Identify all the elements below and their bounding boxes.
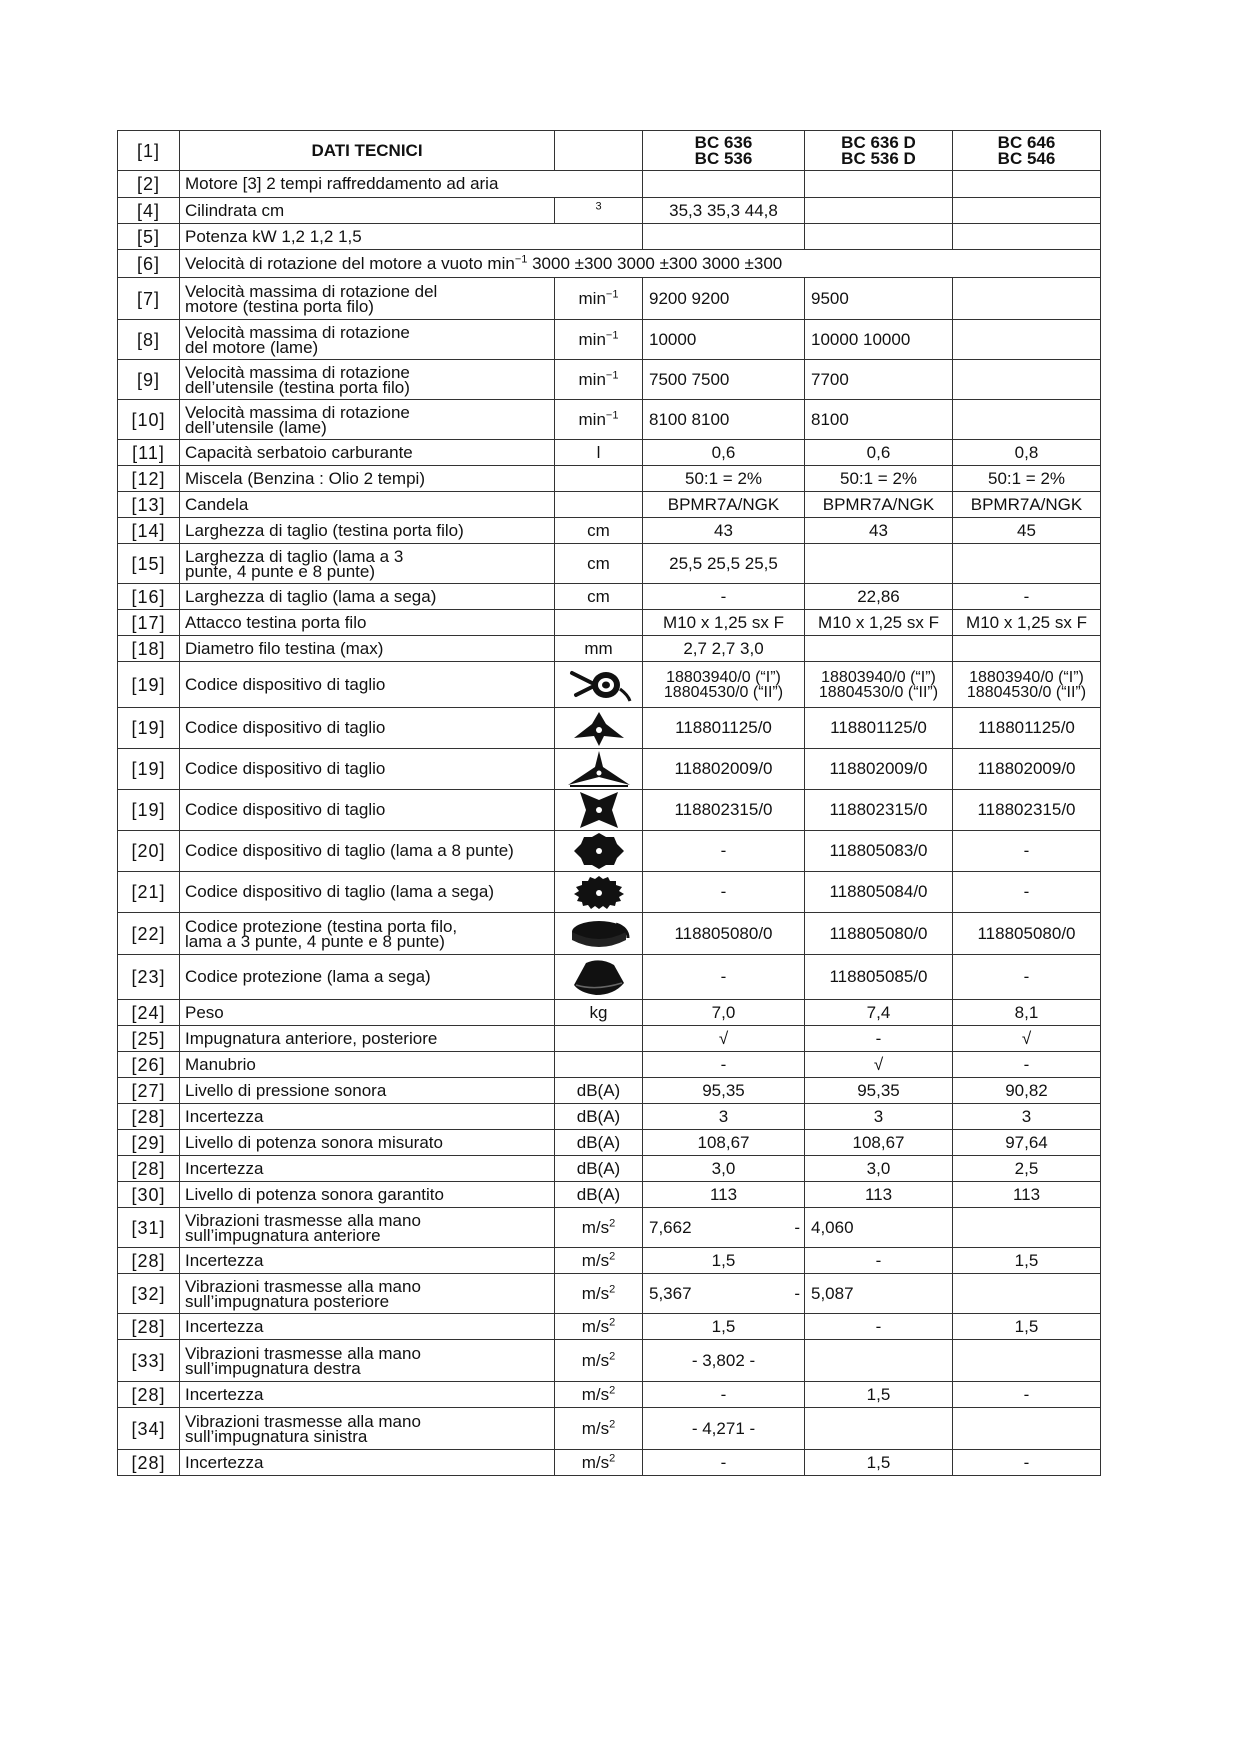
value-cell: 95,35	[643, 1078, 805, 1104]
unit-cell: $m/s^2$	[555, 1248, 643, 1274]
row-description: Codice dispositivo di taglio (lama a sega)	[180, 872, 555, 913]
row-index: [24]	[118, 1000, 180, 1026]
model-col-3: BC 646 BC 546	[953, 131, 1101, 171]
row-index: [29]	[118, 1130, 180, 1156]
value-cell: 1,5	[953, 1314, 1101, 1340]
value-cell: - 3,802 -	[643, 1340, 805, 1382]
value-cell: 118805080/0	[643, 913, 805, 955]
table-row	[118, 171, 1101, 198]
row-index: [27]	[118, 1078, 180, 1104]
value-cell: 108,67	[643, 1130, 805, 1156]
technical-data-table	[117, 130, 1101, 1476]
value-cell: 43	[643, 518, 805, 544]
value-cell	[805, 224, 953, 250]
value-cell: -	[643, 584, 805, 610]
value-cell: 8100	[805, 400, 953, 440]
row-description: Incertezza	[180, 1382, 555, 1408]
value-cell: -	[805, 1248, 953, 1274]
row-index: [28]	[118, 1156, 180, 1182]
three-tooth-blade-icon	[555, 708, 642, 748]
row-index: [28]	[118, 1382, 180, 1408]
unit-cell	[555, 872, 643, 913]
unit-cell: dB(A)	[555, 1130, 643, 1156]
row-index: [7]	[118, 278, 180, 320]
table-row	[118, 400, 1101, 440]
unit-cell: $m/s^2$	[555, 1274, 643, 1314]
row-index: [20]	[118, 831, 180, 872]
table-row	[118, 584, 1101, 610]
value-cell: -	[643, 1382, 805, 1408]
row-index: [1]	[118, 131, 180, 171]
value-cell: 10000	[643, 320, 805, 360]
value-cell	[953, 1340, 1101, 1382]
table-row	[118, 913, 1101, 955]
value-cell: 2,5	[953, 1156, 1101, 1182]
value-cell: 50:1 = 2%	[805, 466, 953, 492]
value-cell: 9500	[805, 278, 953, 320]
value-cell: -	[643, 831, 805, 872]
table-row	[118, 1026, 1101, 1052]
value-cell: 118805080/0	[953, 913, 1101, 955]
row-description: Codice dispositivo di taglio (lama a 8 punte)	[180, 831, 555, 872]
value-cell: 50:1 = 2%	[953, 466, 1101, 492]
value-cell: -	[953, 1382, 1101, 1408]
unit-cell: $m/s^2$	[555, 1208, 643, 1248]
row-index: [9]	[118, 360, 180, 400]
value-cell: 0,6	[805, 440, 953, 466]
unit-cell: l	[555, 440, 643, 466]
value-cell: 113	[805, 1182, 953, 1208]
value-cell: 5,087	[805, 1274, 953, 1314]
value-cell: -	[805, 1026, 953, 1052]
table-row	[118, 224, 1101, 250]
row-index: [5]	[118, 224, 180, 250]
unit-cell	[555, 1026, 643, 1052]
value-cell: 118802315/0	[805, 790, 953, 831]
row-index: [28]	[118, 1104, 180, 1130]
value-cell	[805, 1408, 953, 1450]
value-cell: 118801125/0	[805, 708, 953, 749]
table-row	[118, 320, 1101, 360]
row-description: Velocità massima di rotazione del motore (testina porta filo)	[180, 278, 555, 320]
row-description: Attacco testina porta filo	[180, 610, 555, 636]
row-index: [26]	[118, 1052, 180, 1078]
value-cell: 3	[805, 1104, 953, 1130]
unit-cell: $\min^{-1}$	[555, 400, 643, 440]
row-index: [19]	[118, 662, 180, 708]
table-row	[118, 1340, 1101, 1382]
unit-cell: dB(A)	[555, 1104, 643, 1130]
value-cell	[953, 1208, 1101, 1248]
table-row	[118, 749, 1101, 790]
value-cell: 25,5 25,5 25,5	[643, 544, 805, 584]
value-cell	[953, 400, 1101, 440]
row-index: [33]	[118, 1340, 180, 1382]
value-cell: 118802315/0	[643, 790, 805, 831]
row-index: [13]	[118, 492, 180, 518]
value-cell	[805, 544, 953, 584]
row-index: [18]	[118, 636, 180, 662]
value-cell	[953, 278, 1101, 320]
value-cell: 118802009/0	[643, 749, 805, 790]
table-row	[118, 1156, 1101, 1182]
row-description: Codice protezione (lama a sega)	[180, 955, 555, 1000]
row-index: [32]	[118, 1274, 180, 1314]
unit-cell: cm	[555, 544, 643, 584]
row-description: Incertezza	[180, 1104, 555, 1130]
table-row	[118, 610, 1101, 636]
table-row	[118, 466, 1101, 492]
guard-icon	[555, 914, 642, 954]
unit-cell	[555, 831, 643, 872]
value-cell: 0,8	[953, 440, 1101, 466]
unit-cell: $\min^{-1}$	[555, 278, 643, 320]
row-description: Vibrazioni trasmesse alla mano sull’impugnatura sinistra	[180, 1408, 555, 1450]
value-cell: 8,1	[953, 1000, 1101, 1026]
row-description: Vibrazioni trasmesse alla mano sull’impugnatura anteriore	[180, 1208, 555, 1248]
value-cell: 7,4	[805, 1000, 953, 1026]
row-index: [25]	[118, 1026, 180, 1052]
value-cell: 3,0	[805, 1156, 953, 1182]
row-index: [21]	[118, 872, 180, 913]
table-row	[118, 1078, 1101, 1104]
row-index: [8]	[118, 320, 180, 360]
value-cell: √	[643, 1026, 805, 1052]
row-index: [2]	[118, 171, 180, 198]
table-row	[118, 636, 1101, 662]
value-cell	[805, 1340, 953, 1382]
row-index: [19]	[118, 708, 180, 749]
row-index: [11]	[118, 440, 180, 466]
table-row	[118, 955, 1101, 1000]
line-head-icon	[555, 665, 642, 705]
value-cell: 118805083/0	[805, 831, 953, 872]
value-cell: 118805080/0	[805, 913, 953, 955]
value-cell: 1,5	[643, 1314, 805, 1340]
value-cell: 118802315/0	[953, 790, 1101, 831]
row-description: Codice protezione (testina porta filo, lama a 3 punte, 4 punte e 8 punte)	[180, 913, 555, 955]
row-description: Livello di potenza sonora misurato	[180, 1130, 555, 1156]
row-description: Incertezza	[180, 1450, 555, 1476]
value-cell: 45	[953, 518, 1101, 544]
table-row	[118, 1408, 1101, 1450]
unit-cell: $\min^{-1}$	[555, 360, 643, 400]
value-cell: 113	[643, 1182, 805, 1208]
value-cell	[953, 544, 1101, 584]
value-cell: 1,5	[643, 1248, 805, 1274]
unit-cell	[555, 749, 643, 790]
value-cell	[805, 198, 953, 224]
row-index: [23]	[118, 955, 180, 1000]
table-row	[118, 250, 1101, 278]
value-cell: 95,35	[805, 1078, 953, 1104]
table-row	[118, 1052, 1101, 1078]
value-cell: -	[643, 1052, 805, 1078]
eight-point-blade-icon	[555, 831, 642, 871]
table-row	[118, 1000, 1101, 1026]
value-cell	[953, 320, 1101, 360]
unit-cell	[555, 790, 643, 831]
four-point-blade-icon	[555, 790, 642, 830]
value-cell: -	[805, 1314, 953, 1340]
value-cell: 3,0	[643, 1156, 805, 1182]
row-description: Velocità massima di rotazione dell’utensile (testina porta filo)	[180, 360, 555, 400]
value-cell: -	[953, 1450, 1101, 1476]
table-row	[118, 1208, 1101, 1248]
row-description: Vibrazioni trasmesse alla mano sull’impugnatura posteriore	[180, 1274, 555, 1314]
table-row	[118, 440, 1101, 466]
row-index: [30]	[118, 1182, 180, 1208]
row-description: Motore [3] 2 tempi raffreddamento ad aria	[180, 171, 643, 198]
value-cell	[953, 224, 1101, 250]
value-cell	[953, 360, 1101, 400]
table-row	[118, 1182, 1101, 1208]
table-row	[118, 198, 1101, 224]
value-cell: BPMR7A/NGK	[805, 492, 953, 518]
row-description: Capacità serbatoio carburante	[180, 440, 555, 466]
value-cell: M10 x 1,25 sx F	[805, 610, 953, 636]
value-cell: -	[643, 1450, 805, 1476]
row-index: [15]	[118, 544, 180, 584]
unit-cell: dB(A)	[555, 1078, 643, 1104]
unit-cell	[555, 955, 643, 1000]
unit-cell	[555, 466, 643, 492]
value-cell: 18803940/0 (“I”) 18804530/0 (“II”)	[643, 662, 805, 708]
value-cell: BPMR7A/NGK	[643, 492, 805, 518]
row-description: Codice dispositivo di taglio	[180, 749, 555, 790]
unit-cell	[555, 662, 643, 708]
value-cell	[953, 1408, 1101, 1450]
table-row	[118, 708, 1101, 749]
value-cell: 9200 9200	[643, 278, 805, 320]
row-description: Velocità di rotazione del motore a vuoto $\min^{-1} 3000 \pm 300$ 3000 ±300 3000 ±300	[180, 250, 1101, 278]
value-cell: 118801125/0	[643, 708, 805, 749]
value-cell: 108,67	[805, 1130, 953, 1156]
value-cell: -	[643, 955, 805, 1000]
value-cell	[953, 1274, 1101, 1314]
value-cell	[805, 171, 953, 198]
value-cell: -	[953, 1052, 1101, 1078]
row-description: Velocità massima di rotazione del motore (lame)	[180, 320, 555, 360]
value-cell: 3	[953, 1104, 1101, 1130]
value-cell: -	[953, 584, 1101, 610]
row-index: [4]	[118, 198, 180, 224]
value-cell: 0,6	[643, 440, 805, 466]
value-cell: 10000 10000	[805, 320, 953, 360]
unit-cell	[555, 492, 643, 518]
row-description: Livello di potenza sonora garantito	[180, 1182, 555, 1208]
table-row	[118, 360, 1101, 400]
value-cell: 7,0	[643, 1000, 805, 1026]
table-row	[118, 492, 1101, 518]
value-cell: -	[643, 872, 805, 913]
row-index: [17]	[118, 610, 180, 636]
model-col-2: BC 636 D BC 536 D	[805, 131, 953, 171]
value-cell	[643, 224, 805, 250]
table-row	[118, 662, 1101, 708]
row-index: [6]	[118, 250, 180, 278]
row-index: [10]	[118, 400, 180, 440]
value-cell: 118802009/0	[953, 749, 1101, 790]
unit-cell: $m/s^2$	[555, 1450, 643, 1476]
header-row	[118, 131, 1101, 171]
value-cell: -	[953, 831, 1101, 872]
table-row	[118, 1450, 1101, 1476]
value-cell: √	[805, 1052, 953, 1078]
value-cell: 8100 8100	[643, 400, 805, 440]
value-cell: 118805084/0	[805, 872, 953, 913]
value-cell: 7700	[805, 360, 953, 400]
value-cell	[643, 171, 805, 198]
row-index: [14]	[118, 518, 180, 544]
row-description: Vibrazioni trasmesse alla mano sull’impugnatura destra	[180, 1340, 555, 1382]
value-cell: M10 x 1,25 sx F	[953, 610, 1101, 636]
row-description: Larghezza di taglio (testina porta filo)	[180, 518, 555, 544]
table-row	[118, 831, 1101, 872]
value-cell: 35,3 35,3 44,8	[643, 198, 805, 224]
model-col-1: BC 636 BC 536	[643, 131, 805, 171]
unit-cell: cm	[555, 584, 643, 610]
value-cell: -	[953, 955, 1101, 1000]
row-description: Codice dispositivo di taglio	[180, 708, 555, 749]
row-description: Larghezza di taglio (lama a 3 punte, 4 punte e 8 punte)	[180, 544, 555, 584]
value-cell: -	[953, 872, 1101, 913]
row-description: Larghezza di taglio (lama a sega)	[180, 584, 555, 610]
unit-cell: kg	[555, 1000, 643, 1026]
value-cell: 118805085/0	[805, 955, 953, 1000]
unit-cell	[555, 913, 643, 955]
unit-cell: cm	[555, 518, 643, 544]
unit-cell: mm	[555, 636, 643, 662]
row-index: [19]	[118, 790, 180, 831]
table-row	[118, 518, 1101, 544]
unit-cell	[555, 708, 643, 749]
value-cell: 113	[953, 1182, 1101, 1208]
value-cell: 3	[643, 1104, 805, 1130]
row-description: Velocità massima di rotazione dell’utensile (lame)	[180, 400, 555, 440]
unit-cell	[555, 1052, 643, 1078]
row-description: Incertezza	[180, 1314, 555, 1340]
row-description: Cilindrata cm	[180, 198, 555, 224]
row-description: Codice dispositivo di taglio	[180, 662, 555, 708]
value-cell: M10 x 1,25 sx F	[643, 610, 805, 636]
value-cell: 118802009/0	[805, 749, 953, 790]
table-row	[118, 1130, 1101, 1156]
value-cell: 118801125/0	[953, 708, 1101, 749]
table-row	[118, 1382, 1101, 1408]
unit-cell: dB(A)	[555, 1182, 643, 1208]
table-row	[118, 1248, 1101, 1274]
unit-cell: $\min^{-1}$	[555, 320, 643, 360]
saw-blade-icon	[555, 872, 642, 912]
row-description: Incertezza	[180, 1248, 555, 1274]
value-cell	[953, 636, 1101, 662]
three-point-blade-icon	[555, 749, 642, 789]
row-description: Codice dispositivo di taglio	[180, 790, 555, 831]
technical-data-sheet	[117, 130, 1100, 1476]
table-row	[118, 278, 1101, 320]
value-cell	[805, 636, 953, 662]
value-cell: 1,5	[805, 1450, 953, 1476]
table-row	[118, 872, 1101, 913]
unit-cell: dB(A)	[555, 1156, 643, 1182]
unit-cell: $m/s^2$	[555, 1408, 643, 1450]
table-title: DATI TECNICI	[180, 131, 555, 171]
value-cell: 4,060	[805, 1208, 953, 1248]
value-cell: 5,367 -	[643, 1274, 805, 1314]
value-cell: 22,86	[805, 584, 953, 610]
row-description: Diametro filo testina (max)	[180, 636, 555, 662]
value-cell: 7,662 -	[643, 1208, 805, 1248]
row-index: [31]	[118, 1208, 180, 1248]
row-description: Impugnatura anteriore, posteriore	[180, 1026, 555, 1052]
saw-guard-icon	[555, 955, 642, 999]
value-cell: - 4,271 -	[643, 1408, 805, 1450]
row-description: Manubrio	[180, 1052, 555, 1078]
row-index: [28]	[118, 1450, 180, 1476]
row-index: [28]	[118, 1314, 180, 1340]
unit-cell: $m/s^2$	[555, 1314, 643, 1340]
value-cell	[953, 171, 1101, 198]
unit-cell	[555, 610, 643, 636]
value-cell: 1,5	[953, 1248, 1101, 1274]
table-row	[118, 1274, 1101, 1314]
row-index: [22]	[118, 913, 180, 955]
table-row	[118, 544, 1101, 584]
value-cell: 50:1 = 2%	[643, 466, 805, 492]
value-cell	[953, 198, 1101, 224]
row-index: [19]	[118, 749, 180, 790]
unit-cell: $m/s^2$	[555, 1340, 643, 1382]
row-index: [28]	[118, 1248, 180, 1274]
value-cell: √	[953, 1026, 1101, 1052]
value-cell: 7500 7500	[643, 360, 805, 400]
row-index: [12]	[118, 466, 180, 492]
value-cell: 18803940/0 (“I”) 18804530/0 (“II”)	[953, 662, 1101, 708]
row-description: Potenza kW 1,2 1,2 1,5	[180, 224, 643, 250]
row-index: [16]	[118, 584, 180, 610]
table-row	[118, 790, 1101, 831]
unit-cell: 3	[555, 198, 643, 224]
table-row	[118, 1104, 1101, 1130]
row-description: Miscela (Benzina : Olio 2 tempi)	[180, 466, 555, 492]
row-description: Peso	[180, 1000, 555, 1026]
row-description: Livello di pressione sonora	[180, 1078, 555, 1104]
row-index: [34]	[118, 1408, 180, 1450]
value-cell: 2,7 2,7 3,0	[643, 636, 805, 662]
table-row	[118, 1314, 1101, 1340]
value-cell: 18803940/0 (“I”) 18804530/0 (“II”)	[805, 662, 953, 708]
value-cell: 90,82	[953, 1078, 1101, 1104]
value-cell: 1,5	[805, 1382, 953, 1408]
value-cell: 97,64	[953, 1130, 1101, 1156]
row-description: Candela	[180, 492, 555, 518]
value-cell: 43	[805, 518, 953, 544]
row-description: Incertezza	[180, 1156, 555, 1182]
value-cell: BPMR7A/NGK	[953, 492, 1101, 518]
unit-cell: $m/s^2$	[555, 1382, 643, 1408]
